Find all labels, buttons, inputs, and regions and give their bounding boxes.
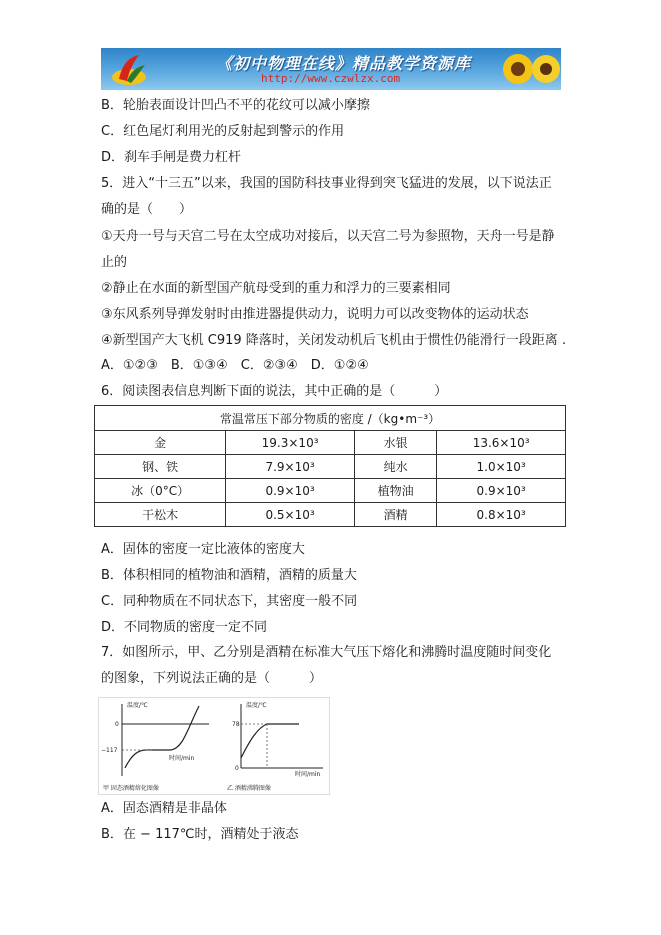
table-cell: 植物油 — [354, 479, 436, 503]
x-axis-label: 时间/min — [169, 755, 195, 762]
table-cell: 1.0×10³ — [437, 455, 566, 479]
table-cell: 水银 — [354, 431, 436, 455]
table-row — [95, 431, 566, 455]
table-row — [95, 503, 566, 527]
table-cell: 钢、铁 — [95, 455, 226, 479]
question-6-line: 6．阅读图表信息判断下面的说法，其中正确的是（ ） — [101, 384, 448, 399]
option-line: B．体积相同的植物油和酒精，酒精的质量大 — [101, 568, 357, 583]
tick-label: 0 — [115, 721, 119, 728]
table-cell: 7.9×10³ — [226, 455, 355, 479]
table-cell: 13.6×10³ — [437, 431, 566, 455]
alcohol-graphs-figure — [98, 697, 330, 795]
question-5-line: 5．进入“十三五”以来，我国的国防科技事业得到突飞猛进的发展，以下说法正 — [101, 176, 552, 191]
table-cell: 0.5×10³ — [226, 503, 355, 527]
option-line: D．不同物质的密度一定不同 — [101, 620, 268, 635]
option-line: B．在 − 117℃时，酒精处于液态 — [101, 827, 299, 842]
figure-caption: 甲 固态酒精熔化图像 — [103, 785, 159, 792]
table-cell: 0.9×10³ — [437, 479, 566, 503]
sunflower-icon — [529, 52, 561, 86]
table-cell: 19.3×10³ — [226, 431, 355, 455]
table-cell: 干松木 — [95, 503, 226, 527]
table-cell: 0.9×10³ — [226, 479, 355, 503]
table-cell: 纯水 — [354, 455, 436, 479]
y-axis-label: 温度/℃ — [246, 702, 267, 709]
option-line: A．固态酒精是非晶体 — [101, 801, 227, 816]
banner-title: 《初中物理在线》精品教学资源库 — [216, 54, 472, 73]
statement-line: ④新型国产大飞机 C919 降落时，关闭发动机后飞机由于惯性仍能滑行一段距离 . — [101, 333, 567, 348]
banner-url: http://www.czwlzx.com — [261, 72, 401, 85]
y-axis-label: 温度/℃ — [127, 702, 148, 709]
option-line: A．固体的密度一定比液体的密度大 — [101, 542, 305, 557]
table-cell: 金 — [95, 431, 226, 455]
figure-caption: 乙 酒精沸腾图像 — [227, 785, 271, 792]
site-logo-icon — [109, 53, 149, 87]
question-5-line: 确的是（ ） — [101, 202, 193, 217]
question-7-line: 的图象，下列说法正确的是（ ） — [101, 671, 323, 686]
option-line: B．轮胎表面设计凹凸不平的花纹可以减小摩擦 — [101, 98, 370, 113]
boiling-graph — [227, 701, 323, 792]
option-line: C．同种物质在不同状态下，其密度一般不同 — [101, 594, 358, 609]
melting-graph — [101, 701, 209, 792]
tick-label: −117 — [101, 747, 118, 754]
tick-label: 78 — [232, 721, 240, 728]
density-table — [94, 405, 566, 527]
table-cell: 冰（0°C） — [95, 479, 226, 503]
statement-line: ①天舟一号与天宫二号在太空成功对接后，以天宫二号为参照物，天舟一号是静 — [101, 229, 555, 244]
graphs-svg — [99, 698, 329, 794]
option-line: C．红色尾灯利用光的反射起到警示的作用 — [101, 124, 345, 139]
option-line: D．刹车手闸是费力杠杆 — [101, 150, 242, 165]
table-row — [95, 455, 566, 479]
table-cell: 酒精 — [354, 503, 436, 527]
statement-line: ③东风系列导弹发射时由推进器提供动力，说明力可以改变物体的运动状态 — [101, 307, 529, 322]
statement-line: 止的 — [101, 255, 128, 270]
x-axis-label: 时间/min — [295, 771, 321, 778]
question-7-line: 7．如图所示，甲、乙分别是酒精在标准大气压下熔化和沸腾时温度随时间变化 — [101, 645, 552, 660]
header-banner — [101, 48, 561, 90]
table-row — [95, 479, 566, 503]
boiling-curve — [241, 724, 299, 758]
answer-options: A．①②③ B．①③④ C．②③④ D．①②④ — [101, 358, 369, 373]
statement-line: ②静止在水面的新型国产航母受到的重力和浮力的三要素相同 — [101, 281, 451, 296]
tick-label: 0 — [235, 765, 239, 772]
table-caption: 常温常压下部分物质的密度 /（kg•m⁻³） — [95, 406, 566, 431]
table-cell: 0.8×10³ — [437, 503, 566, 527]
